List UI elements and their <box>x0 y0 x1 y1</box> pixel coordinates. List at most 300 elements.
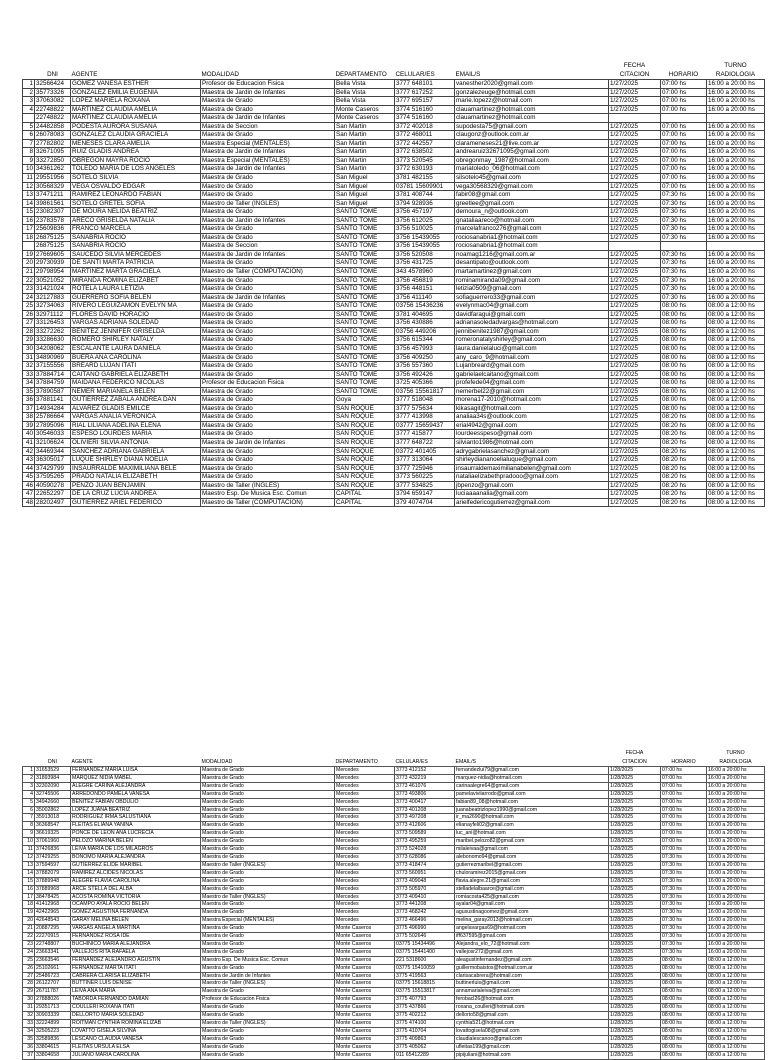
table-row <box>23 481 765 490</box>
turno-cell: 08:00 a 12:00 hs <box>707 473 765 482</box>
turno-cell: 08:00 a 12:00 hs <box>707 302 765 311</box>
table-row <box>23 767 765 775</box>
email-cell[interactable]: nataliaelizabethpradooo@gmail.com <box>455 473 609 482</box>
dni-cell: 23663341 <box>35 948 71 956</box>
table-row <box>23 869 765 877</box>
email-cell[interactable]: luciaaaanalia@gmail.com <box>455 490 609 499</box>
departamento-cell: SANTO TOME <box>335 370 395 379</box>
email-cell[interactable]: gabrielaelcaitano@gmail.com <box>455 370 609 379</box>
dni-cell: 26711787 <box>35 988 71 996</box>
celular-cell: 221 5318600 <box>395 956 455 964</box>
celular-cell: 3756 430886 <box>395 319 455 328</box>
email-cell[interactable]: carinaalegre64@gmail.com <box>455 782 609 790</box>
email-cell[interactable]: pipijuliani@hotmail.com <box>455 1051 609 1059</box>
dni-cell: 35913018 <box>35 814 71 822</box>
email-cell[interactable]: gonzalezeuge@hotmail.com <box>455 88 609 97</box>
turno-cell: 08:00 a 12:00 hs <box>707 362 765 371</box>
email-cell[interactable]: agusustinagoomez@gmail.com <box>455 909 609 917</box>
row-number: 37 <box>23 404 35 413</box>
fecha-cell: 1/28/2025 <box>609 814 661 822</box>
row-number: 34 <box>23 379 35 388</box>
turno-cell: 16:00 a 20:00 hs <box>707 774 765 782</box>
fecha-cell: 1/28/2025 <box>609 1012 661 1020</box>
table-row <box>23 1020 765 1028</box>
email-cell[interactable]: ferobacl26@hotmail.com <box>455 996 609 1004</box>
celular-cell: 3756 411140 <box>395 293 455 302</box>
fecha-cell: 1/27/2025 <box>609 165 661 174</box>
table-row <box>23 122 765 131</box>
email-cell[interactable]: fabian89_08@hotmail.com <box>455 798 609 806</box>
dni-cell: 30521052 <box>35 276 71 285</box>
dni-cell: 26875125 <box>35 242 71 251</box>
celular-cell: 3773 493806 <box>395 790 455 798</box>
email-cell[interactable]: noamag1216@gmail.com.ar <box>455 250 609 259</box>
email-cell[interactable]: buttinerluis@gmail.com <box>455 980 609 988</box>
email-cell[interactable]: silsotelo45@gmail.com <box>455 174 609 183</box>
email-cell[interactable]: evelynmac04@gmail.com <box>455 302 609 311</box>
email-cell[interactable]: letizia0509@gmail.com <box>455 285 609 294</box>
departamento-cell: SANTO TOME <box>335 268 395 277</box>
fecha-cell: 1/27/2025 <box>609 182 661 191</box>
email-cell[interactable]: vallejosr272@gmail.com <box>455 948 609 956</box>
celular-cell: 3773 401208 <box>395 806 455 814</box>
row-number: 7 <box>23 139 35 148</box>
celular-cell: 3773 495259 <box>395 838 455 846</box>
dni-cell: 32505223 <box>35 1027 71 1035</box>
departamento-cell: SANTO TOME <box>335 302 395 311</box>
email-cell[interactable]: lovattogisela08@gmail.com <box>455 1027 609 1035</box>
agente-cell: MARQUEZ NIDIA MABEL <box>71 774 201 782</box>
fecha-cell: 1/28/2025 <box>609 1004 661 1012</box>
dni-cell: 34890969 <box>35 353 71 362</box>
row-number <box>23 114 35 123</box>
departamento-cell: Monte Caseros <box>335 925 395 933</box>
fecha-cell: 1/28/2025 <box>609 885 661 893</box>
agente-cell: FRANCO MARCELA <box>71 225 201 234</box>
email-cell[interactable]: roxana_coulleri@hotmail.com <box>455 1004 609 1012</box>
modalidad-cell: Maestra de Grado <box>201 336 335 345</box>
fecha-cell: 1/27/2025 <box>609 438 661 447</box>
email-cell[interactable]: desantipato@outlook.com <box>455 259 609 268</box>
horario-cell: 07:00 hs <box>661 182 707 191</box>
horario-cell: 08:20 hs <box>661 430 707 439</box>
turno-cell: 16:00 a 20:00 hs <box>707 767 765 775</box>
email-cell[interactable]: stelladelalbaarce@gmail.com <box>455 885 609 893</box>
celular-cell: 3773 409048 <box>395 877 455 885</box>
row-number: 24 <box>23 948 35 956</box>
email-cell[interactable]: erial4942@gmail.com <box>455 421 609 430</box>
email-cell[interactable]: martamartinez@gmail.com <box>455 268 609 277</box>
email-cell[interactable]: claudialescanoo@gmail.com <box>455 1035 609 1043</box>
email-cell[interactable]: rociosanabria1@hotmail.com <box>455 242 609 251</box>
table-row <box>23 310 765 319</box>
dni-cell: 37882079 <box>35 869 71 877</box>
turno-cell: 16:00 a 20:00 hs <box>707 174 765 183</box>
agente-cell: MARTINEZ CLAUDIA AMELIA <box>71 105 201 114</box>
horario-cell: 07:30 hs <box>661 250 707 259</box>
fecha-cell: 1/28/2025 <box>609 917 661 925</box>
email-cell[interactable]: alebonomo94@gmail.com <box>455 853 609 861</box>
email-cell[interactable]: guillermobaistos@hotmail.com.ar <box>455 964 609 972</box>
email-cell[interactable]: jennibenitez1987@gmail.com <box>455 327 609 336</box>
email-cell[interactable]: chuloramirez2015@gmail.com <box>455 869 609 877</box>
agente-cell: CABRERA CLARISA ELIZABETH <box>71 972 201 980</box>
table-row <box>23 964 765 972</box>
email-cell[interactable]: gutierrezmaribel@gmail.com <box>455 861 609 869</box>
email-cell[interactable]: romeronatalyshirley@gmail.com <box>455 336 609 345</box>
dni-cell: 36305017 <box>35 456 71 465</box>
table-row <box>23 1004 765 1012</box>
email-cell[interactable]: supodesta75@gmail.com <box>455 122 609 131</box>
horario-cell: 07:00 hs <box>661 139 707 148</box>
row-number: 48 <box>23 498 35 507</box>
dni-cell: 34942660 <box>35 798 71 806</box>
horario-cell <box>661 114 707 123</box>
turno-cell: 08:00 a 12:00 hs <box>707 1020 765 1028</box>
email-cell[interactable]: ir_ma2690@hotmail.com <box>455 814 609 822</box>
turno-cell: 08:00 a 12:00 hs <box>707 1051 765 1059</box>
dni-cell: 33286630 <box>35 336 71 345</box>
email-cell[interactable]: sofiaguerrero33@gmail.com <box>455 293 609 302</box>
celular-cell: 03756 449206 <box>395 327 455 336</box>
row-number: 16 <box>23 216 35 225</box>
turno-cell: 16:00 a 20:00 hs <box>707 948 765 956</box>
email-cell[interactable]: romiacosta425@gmail.com <box>455 893 609 901</box>
email-cell[interactable]: milaleivaa@gmail.com <box>455 846 609 854</box>
fecha-cell: 1/27/2025 <box>609 404 661 413</box>
departamento-cell: Monte Caseros <box>335 956 395 964</box>
fecha-cell: 1/28/2025 <box>609 869 661 877</box>
departamento-cell: SAN ROQUE <box>335 481 395 490</box>
table-row <box>23 830 765 838</box>
celular-cell: 3775 409863 <box>395 1035 455 1043</box>
email-cell[interactable]: elianayfeli02@gmail.com <box>455 822 609 830</box>
modalidad-cell: Maestra de Grado <box>201 940 335 948</box>
table-row <box>23 1051 765 1059</box>
dni-cell: 23783578 <box>35 216 71 225</box>
celular-cell: 3756 15439055 <box>395 233 455 242</box>
row-number: 28 <box>23 980 35 988</box>
turno-cell: 16:00 a 20:00 hs <box>707 869 765 877</box>
agente-cell: DE MOURA NELIDA BEATRIZ <box>71 208 201 217</box>
agente-cell: CAITANO GABRIELA ELIZABETH <box>71 370 201 379</box>
modalidad-cell: Maestra de Jardin de Infantes <box>201 165 335 174</box>
email-cell[interactable]: marcelafranco276@gmail.com <box>455 225 609 234</box>
row-number: 40 <box>23 430 35 439</box>
email-cell[interactable]: maribel.pelozo82@gmail.com <box>455 838 609 846</box>
table-row <box>23 404 765 413</box>
email-cell[interactable]: davidfaragui@gmail.com <box>455 310 609 319</box>
agente-cell: BUTTINER LUIS DENISE <box>71 980 201 988</box>
email-cell[interactable]: laura.danielaluci@gmail.com <box>455 344 609 353</box>
modalidad-cell: Maestra de Grado <box>201 456 335 465</box>
row-number: 31 <box>23 353 35 362</box>
horario-cell: 07:30 hs <box>661 199 707 208</box>
turno-cell: 08:00 a 12:00 hs <box>707 421 765 430</box>
table-body <box>23 80 765 507</box>
email-cell[interactable]: rociosanabria1@hotmail.com <box>455 233 609 242</box>
email-cell[interactable]: Alejandra_elo_72@hotmail.com <box>455 940 609 948</box>
email-cell[interactable]: silvianto1986@hotmail.com <box>455 438 609 447</box>
agente-cell: VALLEJOS RITA RAFAELA <box>71 948 201 956</box>
turno-cell: 16:00 a 20:00 hs <box>707 940 765 948</box>
turno-cell: 08:00 a 12:00 hs <box>707 481 765 490</box>
email-cell[interactable]: insaurraldemaximilianabelen@gmail.com <box>455 464 609 473</box>
email-cell[interactable]: aleagustinfernandez@gmail.com <box>455 956 609 964</box>
email-cell[interactable]: analiaa34s@outlook.com <box>455 413 609 422</box>
row-number: 2 <box>23 774 35 782</box>
modalidad-cell: Maestra de Grado <box>201 1035 335 1043</box>
celular-cell: 3777 415877 <box>395 430 455 439</box>
celular-cell: 3725 405366 <box>395 379 455 388</box>
email-cell[interactable]: kikasagit@hotmail.com <box>455 404 609 413</box>
row-number: 32 <box>23 1012 35 1020</box>
departamento-cell: SANTO TOME <box>335 216 395 225</box>
fecha-cell: 1/27/2025 <box>609 421 661 430</box>
table-row <box>23 1012 765 1020</box>
row-number: 26 <box>23 310 35 319</box>
departamento-cell: Mercedes <box>335 853 395 861</box>
email-cell[interactable]: angelavargas69@hotmail.com <box>455 925 609 933</box>
modalidad-cell: Maestra de Grado <box>201 846 335 854</box>
modalidad-cell: Maestra de Seccion <box>201 122 335 131</box>
fecha-cell: 1/28/2025 <box>609 996 661 1004</box>
email-cell[interactable]: clauamartinez@hotmail.com <box>455 105 609 114</box>
turno-cell: 08:00 a 12:00 hs <box>707 319 765 328</box>
header-horario: HORARIO <box>661 757 707 767</box>
horario-cell: 07:30 hs <box>661 259 707 268</box>
fecha-cell: 1/27/2025 <box>609 370 661 379</box>
email-cell[interactable]: clauamartinez@hotmail.com <box>455 114 609 123</box>
horario-cell: 07:00 hs <box>661 767 707 775</box>
email-cell[interactable]: fabir08@gmail.com <box>455 191 609 200</box>
horario-cell: 08:00 hs <box>661 956 707 964</box>
dni-cell: 14934284 <box>35 404 71 413</box>
horario-cell: 08:00 hs <box>661 302 707 311</box>
celular-cell: 3773 412152 <box>395 767 455 775</box>
horario-cell: 07:30 hs <box>661 233 707 242</box>
departamento-cell: SAN ROQUE <box>335 473 395 482</box>
celular-cell: 3775 496990 <box>395 925 455 933</box>
email-cell[interactable]: arielfedericogutierrez@gmail.com <box>455 498 609 507</box>
table-row <box>23 387 765 396</box>
modalidad-cell: Maestra de Grado <box>201 838 335 846</box>
fecha-cell: 1/27/2025 <box>609 122 661 131</box>
agente-cell: ROITMAN CYNTHIA ROMINA ELIZAB <box>71 1020 201 1028</box>
departamento-cell: Mercedes <box>335 774 395 782</box>
celular-cell: 3773 461076 <box>395 782 455 790</box>
header-citacion: CITACION <box>609 757 661 767</box>
horario-cell: 07:30 hs <box>661 940 707 948</box>
modalidad-cell: Maestra Especial (MENTALES) <box>201 917 335 925</box>
header-fecha: FECHA <box>625 750 644 756</box>
email-cell[interactable]: clarisacabrera@hotmail.com <box>455 972 609 980</box>
row-number: 44 <box>23 464 35 473</box>
email-cell[interactable]: claugonz@outlook.com.ar <box>455 131 609 140</box>
table-row <box>23 972 765 980</box>
agente-cell: ALEGRE CARINA ALEJANDRA <box>71 782 201 790</box>
horario-cell: 08:00 hs <box>661 988 707 996</box>
modalidad-cell: Maestra de Grado <box>201 413 335 422</box>
horario-cell: 07:30 hs <box>661 909 707 917</box>
email-cell[interactable]: adrianasoledadvargas@hotmail.com <box>455 319 609 328</box>
header-celular: CELULAR/ES <box>395 757 455 767</box>
row-number: 15 <box>23 208 35 217</box>
dni-cell: 37429799 <box>35 464 71 473</box>
dni-cell: 20887295 <box>35 925 71 933</box>
row-number: 6 <box>23 131 35 140</box>
row-number: 3 <box>23 782 35 790</box>
email-cell[interactable]: flavia.alegre.21@gmail.com <box>455 877 609 885</box>
horario-cell: 08:00 hs <box>661 1035 707 1043</box>
row-number: 6 <box>23 806 35 814</box>
celular-cell: 03772 401405 <box>395 447 455 456</box>
table-row <box>23 105 765 114</box>
celular-cell: 3775 502646 <box>395 933 455 941</box>
table-body <box>23 767 765 1060</box>
table-row <box>23 814 765 822</box>
header-turno: TURNO <box>724 62 747 69</box>
email-cell[interactable]: any_caro_9@hotmail.com <box>455 353 609 362</box>
agente-cell: BENITEZ FABIAN OBDULIO <box>71 798 201 806</box>
email-cell[interactable]: jbpenzo@gmail.com <box>455 481 609 490</box>
turno-cell: 16:00 a 20:00 hs <box>707 853 765 861</box>
modalidad-cell: Maestra de Grado <box>201 387 335 396</box>
dni-cell: 31421024 <box>35 285 71 294</box>
horario-cell: 07:30 hs <box>661 917 707 925</box>
fecha-cell: 1/27/2025 <box>609 362 661 371</box>
modalidad-cell: Maestra de Jardin de Infantes <box>201 293 335 302</box>
horario-cell: 08:20 hs <box>661 447 707 456</box>
departamento-cell: Mercedes <box>335 814 395 822</box>
row-number: 31 <box>23 1004 35 1012</box>
email-cell[interactable]: vega30568329@gmail.com <box>455 182 609 191</box>
email-cell[interactable]: fernandezlui79@gmail.com <box>455 767 609 775</box>
fecha-cell: 1/27/2025 <box>609 344 661 353</box>
email-cell[interactable]: clarameneses21@live.com.ar <box>455 139 609 148</box>
row-number: 36 <box>23 396 35 405</box>
email-cell[interactable]: vanesther2020@gmail.com <box>455 80 609 89</box>
agente-cell: GOMEZ VANESA ESTHER <box>71 80 201 89</box>
agente-cell: ARECO GRISELDA NATALIA <box>71 216 201 225</box>
departamento-cell: Mercedes <box>335 830 395 838</box>
table-row <box>23 909 765 917</box>
email-cell[interactable]: morena17-2010@hotmail.com <box>455 396 609 405</box>
turno-cell: 16:00 a 20:00 hs <box>707 846 765 854</box>
agente-cell: MARTINEZ CLAUDIA AMELIA <box>71 114 201 123</box>
celular-cell: 3777 575634 <box>395 404 455 413</box>
dni-cell: 22748807 <box>35 940 71 948</box>
email-cell[interactable]: ayalar04@gmail.com <box>455 901 609 909</box>
fecha-cell: 1/27/2025 <box>609 276 661 285</box>
horario-cell: 07:00 hs <box>661 830 707 838</box>
dni-cell: 34208062 <box>35 344 71 353</box>
turno-cell: 16:00 a 20:00 hs <box>707 861 765 869</box>
agente-cell: SANABRIA ROCIO <box>71 233 201 242</box>
email-cell[interactable]: shirleydiananoelialuque@gmail.com <box>455 456 609 465</box>
agente-cell: INSAURRALDE MAXIMILIANA BELE <box>71 464 201 473</box>
email-cell[interactable]: rominamiranda09@gmail.com <box>455 276 609 285</box>
header-citacion: CITACION <box>609 69 661 80</box>
email-cell[interactable]: marie.lopezz@hotmail.com <box>455 97 609 106</box>
email-cell[interactable]: pamelaviviiarrodo@gmail.com <box>455 790 609 798</box>
dni-cell: 34361262 <box>35 165 71 174</box>
modalidad-cell: Maestro de Taller (INGLES) <box>201 199 335 208</box>
turno-cell: 16:00 a 20:00 hs <box>707 199 765 208</box>
turno-cell: 16:00 a 20:00 hs <box>707 790 765 798</box>
fecha-cell: 1/28/2025 <box>609 853 661 861</box>
fecha-cell: 1/27/2025 <box>609 319 661 328</box>
email-cell[interactable]: Lujanbreard@gmail.com <box>455 362 609 371</box>
email-cell[interactable]: luc_ani@hotmail.com <box>455 830 609 838</box>
fecha-cell <box>609 242 661 251</box>
fecha-cell: 1/27/2025 <box>609 233 661 242</box>
fecha-cell: 1/28/2025 <box>609 830 661 838</box>
email-cell[interactable]: lourdeesspeso@gmail.com <box>455 430 609 439</box>
modalidad-cell: Maestra de Grado <box>201 430 335 439</box>
fecha-cell: 1/27/2025 <box>609 225 661 234</box>
modalidad-cell: Maestra de Grado <box>201 447 335 456</box>
departamento-cell: Bella Vista <box>335 80 395 89</box>
celular-cell: 3773 466496 <box>395 917 455 925</box>
agente-cell: ACOSTA ROMINA VICTORIA <box>71 893 201 901</box>
horario-cell: 08:20 hs <box>661 438 707 447</box>
departamento-cell: SANTO TOME <box>335 353 395 362</box>
email-cell[interactable]: juanabeatrizlopez1990@gmail.com <box>455 806 609 814</box>
email-cell[interactable]: gnataliaareco@hotmail.com <box>455 216 609 225</box>
turno-cell: 16:00 a 20:00 hs <box>707 156 765 165</box>
email-cell[interactable]: dellorto58@gmail.com <box>455 1012 609 1020</box>
agente-cell: BREARD LUJAN ITATI <box>71 362 201 371</box>
modalidad-cell: Maestra de Grado <box>201 853 335 861</box>
departamento-cell: San Martin <box>335 131 395 140</box>
fecha-cell: 1/28/2025 <box>609 790 661 798</box>
email-cell[interactable]: marquez-nidia@hotmail.com <box>455 774 609 782</box>
table-row <box>23 893 765 901</box>
agente-cell: ROMERO SHIRLEY NATALY <box>71 336 201 345</box>
email-cell[interactable]: annamarialeiva@gmail.com <box>455 988 609 996</box>
fecha-cell: 1/28/2025 <box>609 798 661 806</box>
table-row <box>23 846 765 854</box>
email-cell[interactable]: andrearuiz32671095@gmail.com <box>455 148 609 157</box>
email-cell[interactable]: melina_garay2013@hotmail.com <box>455 917 609 925</box>
departamento-cell: SANTO TOME <box>335 310 395 319</box>
email-cell[interactable]: nemerbel22@gmail.com <box>455 387 609 396</box>
agente-cell: LOPEZ JUANA BEATRIZ <box>71 806 201 814</box>
email-cell[interactable]: obregonmay_1987@hotmail.com <box>455 156 609 165</box>
table-row <box>23 225 765 234</box>
agente-cell: ARREDONDO PAMELA VANESA <box>71 790 201 798</box>
email-cell[interactable]: iff637595@gmail.com <box>455 933 609 941</box>
table-row <box>23 430 765 439</box>
email-cell[interactable]: cynthia521@hotmail.com <box>455 1020 609 1028</box>
departamento-cell: SAN ROQUE <box>335 447 395 456</box>
table-row <box>23 327 765 336</box>
horario-cell: 08:00 hs <box>661 1012 707 1020</box>
email-cell[interactable]: greetlee@gmail.com <box>455 199 609 208</box>
dni-cell: 37881141 <box>35 396 71 405</box>
modalidad-cell: Maestro de Taller (INGLES) <box>201 893 335 901</box>
turno-cell: 16:00 a 20:00 hs <box>707 830 765 838</box>
header-horario: HORARIO <box>661 69 707 80</box>
email-cell[interactable]: mariatoledo_06@hotmail.com <box>455 165 609 174</box>
email-cell[interactable]: profefede04@gmail.com <box>455 379 609 388</box>
email-cell[interactable]: ufleitas199@gmail.com <box>455 1043 609 1051</box>
email-cell[interactable]: demoura_n@outlook.com <box>455 208 609 217</box>
email-cell[interactable]: adrygabrielasanchez@gmail.com <box>455 447 609 456</box>
table-row <box>23 199 765 208</box>
departamento-cell: Monte Caseros <box>335 1035 395 1043</box>
